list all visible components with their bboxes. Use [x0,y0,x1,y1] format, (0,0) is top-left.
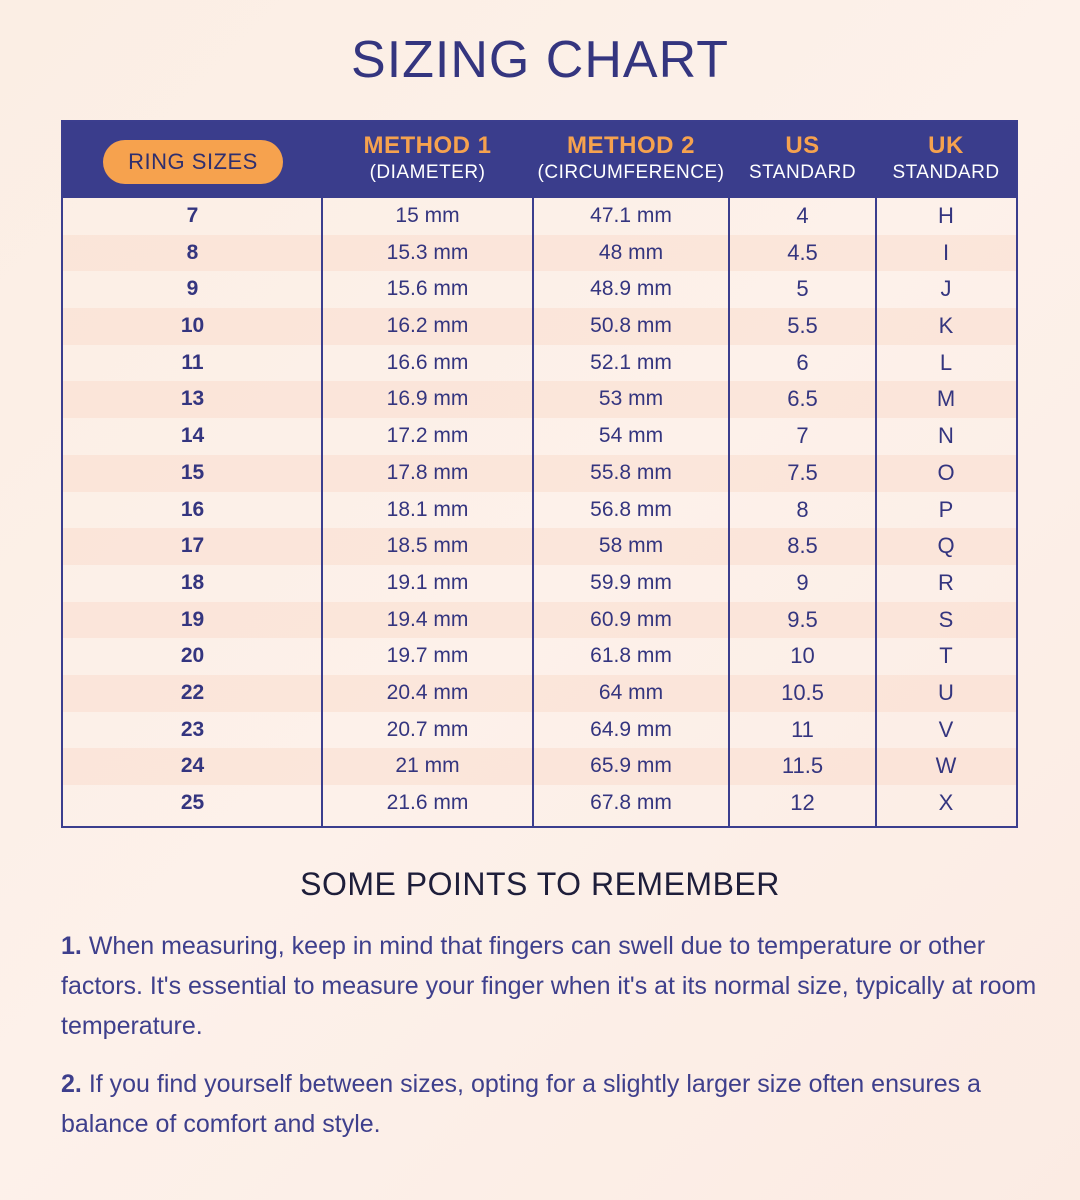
cell-circumference: 48 mm [598,240,664,264]
table-row [63,712,1016,749]
cell-circumference: 61.8 mm [590,644,672,668]
cell-uk: I [942,239,950,265]
cell-circumference: 59.9 mm [590,570,672,594]
cell-size: 16 [180,497,205,521]
cell-size: 20 [180,644,205,668]
table-row [63,345,1016,382]
header-method-1-title: METHOD 1 [363,132,492,159]
cell-size: 15 [180,460,205,484]
cell-diameter: 15.3 mm [386,240,469,264]
cell-uk: V [938,716,954,742]
cell-diameter: 15 mm [395,204,460,227]
header-method-2 [533,122,729,198]
cell-diameter: 16.6 mm [386,350,469,374]
table-body [63,198,1016,822]
table-row [63,381,1016,418]
cell-size: 10 [180,314,205,338]
cell-circumference: 55.8 mm [590,460,672,484]
cell-us: 11 [791,716,814,742]
cell-diameter: 19.1 mm [386,570,469,594]
cell-size: 14 [180,424,205,448]
cell-size: 24 [180,754,205,778]
cell-size: 8 [186,240,199,264]
cell-circumference: 64 mm [598,680,664,704]
cell-circumference: 54 mm [598,424,664,448]
cell-diameter: 18.1 mm [386,497,469,521]
cell-uk: O [937,459,955,485]
cell-size: 18 [180,570,205,594]
table-row [63,602,1016,639]
header-uk [876,122,1016,198]
cell-circumference: 48.9 mm [590,277,672,301]
header-ring-sizes [63,122,322,198]
cell-diameter: 16.2 mm [386,314,469,338]
cell-uk: N [938,423,954,449]
table-row [63,748,1016,785]
cell-uk: M [936,386,956,412]
cell-diameter: 21 mm [395,754,460,778]
header-us-sub: STANDARD [748,162,857,183]
cell-size: 25 [180,791,205,814]
cell-us: 11.5 [781,753,824,779]
table-row [63,565,1016,602]
cell-circumference: 60.9 mm [590,607,672,631]
cell-us: 10 [790,643,815,669]
cell-diameter: 16.9 mm [386,387,469,411]
ring-sizes-badge: RING SIZES [103,140,283,184]
header-method-1 [322,122,533,198]
column-divider [532,198,534,826]
cell-us: 9 [796,569,809,595]
cell-circumference: 67.8 mm [590,791,672,814]
cell-uk: H [938,203,954,228]
table-header [63,122,1016,198]
cell-uk: P [938,496,954,522]
point-text: If you find yourself between sizes, opting for a slightly larger size often ensures a balance of comfort and style. [61,1070,981,1138]
table-row [63,455,1016,492]
header-us [729,122,876,198]
point-item [61,926,1046,1046]
cell-uk: S [938,606,954,632]
cell-us: 5 [796,276,809,302]
cell-circumference: 53 mm [598,387,664,411]
cell-diameter: 17.2 mm [386,424,469,448]
cell-size: 7 [186,204,199,227]
table-row [63,638,1016,675]
cell-us: 6.5 [787,386,818,412]
cell-diameter: 18.5 mm [386,534,469,558]
cell-us: 12 [790,790,815,815]
page-title: SIZING CHART [351,31,729,89]
table-row [63,271,1016,308]
cell-size: 9 [186,277,199,301]
cell-circumference: 65.9 mm [590,754,672,778]
column-divider [321,198,323,826]
header-method-1-sub: (DIAMETER) [369,162,486,183]
cell-diameter: 21.6 mm [386,791,469,814]
cell-us: 5.5 [787,313,818,339]
cell-circumference: 47.1 mm [590,204,672,227]
cell-us: 10.5 [781,679,824,705]
point-item [61,1064,1046,1144]
cell-us: 4.5 [787,239,818,265]
cell-uk: X [938,790,954,815]
header-uk-sub: STANDARD [892,162,1000,183]
cell-diameter: 20.4 mm [386,680,469,704]
cell-size: 17 [180,534,205,558]
sizing-table [61,120,1018,828]
cell-size: 11 [181,350,204,374]
table-row [63,492,1016,529]
cell-uk: L [939,349,953,375]
cell-uk: T [939,643,953,669]
cell-us: 8 [796,496,809,522]
cell-diameter: 19.7 mm [386,644,469,668]
point-text: When measuring, keep in mind that fingers can swell due to temperature or other factors. It's essential to measure your finger when it's at its normal size, typically at room temperature. [61,932,1037,1040]
cell-circumference: 50.8 mm [590,314,672,338]
column-divider [728,198,730,826]
cell-us: 6 [796,349,809,375]
cell-diameter: 19.4 mm [386,607,469,631]
cell-uk: R [938,569,954,595]
header-uk-title: UK [928,132,964,159]
column-divider [875,198,877,826]
points-title: SOME POINTS TO REMEMBER [300,866,780,902]
cell-diameter: 20.7 mm [386,717,469,741]
cell-us: 7 [796,423,809,449]
cell-circumference: 52.1 mm [590,350,672,374]
cell-circumference: 58 mm [598,534,664,558]
cell-uk: Q [937,533,955,559]
cell-us: 8.5 [787,533,818,559]
cell-size: 22 [180,680,205,704]
cell-diameter: 17.8 mm [386,460,469,484]
cell-uk: U [938,679,954,705]
cell-size: 23 [180,717,205,741]
point-number: 1. [61,932,82,960]
table-row [63,675,1016,712]
cell-diameter: 15.6 mm [386,277,469,301]
header-method-2-sub: (CIRCUMFERENCE) [537,162,725,183]
cell-uk: K [938,313,954,339]
table-row [63,235,1016,272]
header-method-2-title: METHOD 2 [566,132,695,159]
cell-uk: W [935,753,957,779]
table-row [63,308,1016,345]
cell-us: 9.5 [787,606,818,632]
table-row [63,418,1016,455]
cell-us: 7.5 [787,459,818,485]
cell-us: 4 [796,203,809,228]
table-row [63,198,1016,235]
cell-uk: J [940,276,952,302]
header-us-title: US [785,132,820,159]
cell-size: 13 [180,387,205,411]
cell-circumference: 64.9 mm [590,717,672,741]
point-number: 2. [61,1070,82,1098]
table-row [63,785,1016,822]
cell-size: 19 [180,607,205,631]
cell-circumference: 56.8 mm [590,497,672,521]
table-row [63,528,1016,565]
